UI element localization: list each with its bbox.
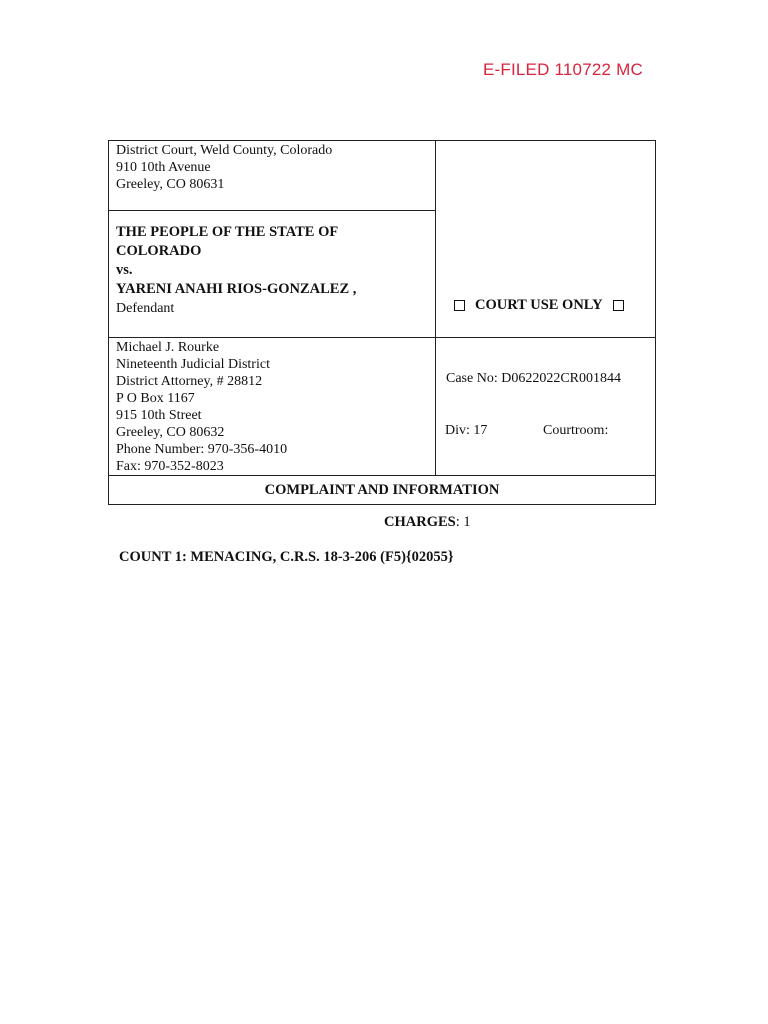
charges-heading bbox=[384, 514, 471, 531]
defendant-label: Defendant bbox=[116, 301, 175, 316]
charges-label: CHARGES bbox=[384, 514, 456, 530]
case-info-cell bbox=[436, 338, 656, 476]
case-number: Case No: D0622022CR001844 bbox=[446, 371, 621, 386]
efiled-stamp: E-FILED 110722 MC bbox=[483, 60, 643, 79]
attorney-district: Nineteenth Judicial District bbox=[116, 357, 270, 372]
count-1: COUNT 1: MENACING, C.R.S. 18-3-206 (F5){02055} bbox=[119, 549, 454, 565]
court-use-only bbox=[454, 297, 624, 314]
plaintiff-line-1: THE PEOPLE OF THE STATE OF bbox=[116, 224, 339, 240]
division: Div: 17 bbox=[445, 423, 488, 438]
attorney-title: District Attorney, # 28812 bbox=[116, 374, 263, 389]
court-address-cell bbox=[109, 141, 436, 211]
attorney-po-box: P O Box 1167 bbox=[116, 391, 195, 406]
versus: vs. bbox=[116, 262, 133, 278]
plaintiff-line-2: COLORADO bbox=[116, 243, 202, 259]
document-title: COMPLAINT AND INFORMATION bbox=[109, 476, 656, 505]
attorney-cell bbox=[109, 338, 436, 476]
attorney-fax: Fax: 970-352-8023 bbox=[116, 459, 224, 474]
checkbox-right-icon bbox=[613, 300, 624, 311]
attorney-city: Greeley, CO 80632 bbox=[116, 425, 225, 440]
attorney-street: 915 10th Street bbox=[116, 408, 202, 423]
court-use-cell bbox=[436, 141, 656, 338]
defendant-name: YARENI ANAHI RIOS-GONZALEZ , bbox=[116, 281, 357, 297]
case-caption-table bbox=[108, 140, 656, 505]
charges-count: : 1 bbox=[455, 514, 471, 530]
checkbox-left-icon bbox=[454, 300, 465, 311]
attorney-name: Michael J. Rourke bbox=[116, 340, 220, 355]
court-name: District Court, Weld County, Colorado bbox=[116, 143, 333, 158]
court-city: Greeley, CO 80631 bbox=[116, 177, 225, 192]
courtroom: Courtroom: bbox=[543, 423, 609, 438]
court-use-label: COURT USE ONLY bbox=[475, 297, 603, 313]
parties-cell bbox=[109, 211, 436, 338]
court-street: 910 10th Avenue bbox=[116, 160, 211, 175]
attorney-phone: Phone Number: 970-356-4010 bbox=[116, 442, 288, 457]
